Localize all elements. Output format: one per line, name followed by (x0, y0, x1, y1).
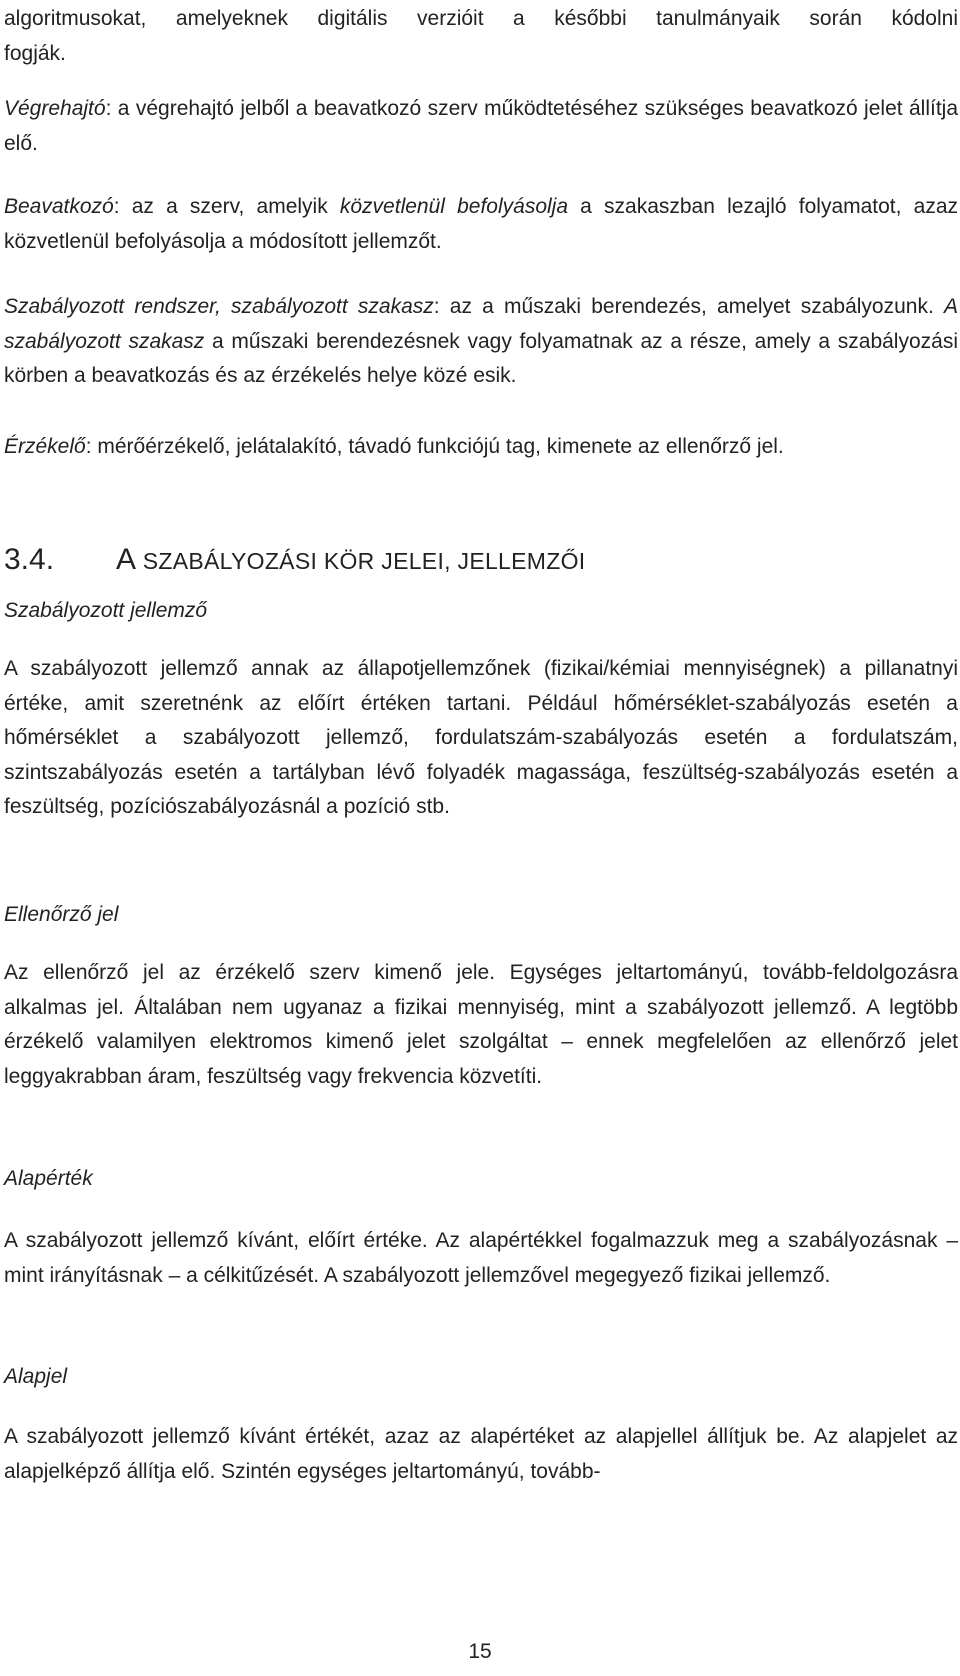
subsection-title-szabalyozott-jellemzo: Szabályozott jellemző (4, 599, 208, 622)
intro-line-1: algoritmusokat, amelyeknek digitális verzióit a későbbi tanulmányaik során kódolni (4, 7, 958, 30)
intro-line-2: fogják. (4, 41, 66, 65)
subsection-title-ellenorzo-jel: Ellenőrző jel (4, 903, 119, 926)
definition-beavatkozo-text-a: : az a szerv, amelyik (113, 195, 340, 218)
term-erzekelo: Érzékelő (4, 435, 86, 458)
term-beavatkozo: Beavatkozó (4, 195, 114, 218)
definition-szabalyozott-rendszer (4, 290, 958, 394)
subsection-title-alapjel: Alapjel (4, 1365, 68, 1388)
subsection-text-szabalyozott-jellemzo: A szabályozott jellemző annak az állapotjellemzőnek (fizikai/kémiai mennyiségnek) a pillanatnyi értéke, amit szeretnénk az előírt értéken tartani. Például hőmérséklet-szabályozás esetén a hőmérséklet a szabályozott jellemző, fordulatszám-szabályozás esetén a fordulatszám, szintszabályozás esetén a tartályban lévő folyadék magassága, feszültség-szabályozás esetén a feszültség, pozíciószabályozásnál a pozíció stb. (4, 657, 958, 818)
definition-szabalyozott-szakasz-emphasis: A szabályozott szakasz (4, 295, 958, 353)
subsection-text-alapjel: A szabályozott jellemző kívánt értékét, azaz az alapértéket az alapjellel állítjuk be. Az alapjelet az alapjelképző állítja elő. Szintén egységes jeltartományú, tovább- (4, 1425, 958, 1483)
section-number: 3.4. (4, 543, 55, 576)
definition-beavatkozo-text-b: a szakaszban lezajló folyamatot, azaz közvetlenül befolyásolja a módosított jellemzőt. (4, 195, 958, 253)
definition-vegrehajto (4, 92, 958, 161)
section-title-initial: A (116, 543, 137, 576)
term-szabalyozott-rendszer: Szabályozott rendszer, szabályozott szakasz (4, 295, 434, 318)
section-title-rest: SZABÁLYOZÁSI KÖR JELEI, JELLEMZŐI (136, 548, 586, 574)
subsection-title-alapertek: Alapérték (4, 1167, 93, 1190)
definition-vegrehajto-text: : a végrehajtó jelből a beavatkozó szerv működtetéséhez szükséges beavatkozó jelet állítja elő. (4, 97, 958, 155)
intro-paragraph (4, 2, 958, 71)
subsection-text-ellenorzo-jel: Az ellenőrző jel az érzékelő szerv kimenő jele. Egységes jeltartományú, tovább-feldolgozásra alkalmas jel. Általában nem ugyanaz a fizikai mennyiség, mint a szabályozott jellemző. A legtöbb érzékelő valamilyen elektromos kimenő jelet szolgáltat – ennek megfelelően az ellenőrző jelet leggyakrabban áram, feszültség vagy frekvencia közvetíti. (4, 961, 958, 1088)
section-heading (4, 540, 585, 581)
definition-erzekelo-text: : mérőérzékelő, jelátalakító, távadó funkciójú tag, kimenete az ellenőrző jel. (85, 435, 784, 458)
term-vegrehajto: Végrehajtó (4, 97, 106, 120)
page-number: 15 (468, 1640, 492, 1663)
subsection-text-alapertek: A szabályozott jellemző kívánt, előírt értéke. Az alapértékkel fogalmazzuk meg a szabályozásnak – mint irányításnak – a célkitűzését. A szabályozott jellemzővel megegyező fizikai jellemző. (4, 1229, 958, 1287)
definition-beavatkozo-emphasis: közvetlenül befolyásolja (339, 195, 569, 218)
definition-szabalyozott-rendszer-text-b: a műszaki berendezésnek vagy folyamatnak az a része, amely a szabályozási körben a beavatkozás és az érzékelés helye közé esik. (4, 329, 958, 387)
definition-erzekelo (4, 430, 958, 465)
definition-beavatkozo (4, 190, 958, 259)
definition-szabalyozott-rendszer-text-a: : az a műszaki berendezés, amelyet szabályozunk. (433, 295, 944, 318)
